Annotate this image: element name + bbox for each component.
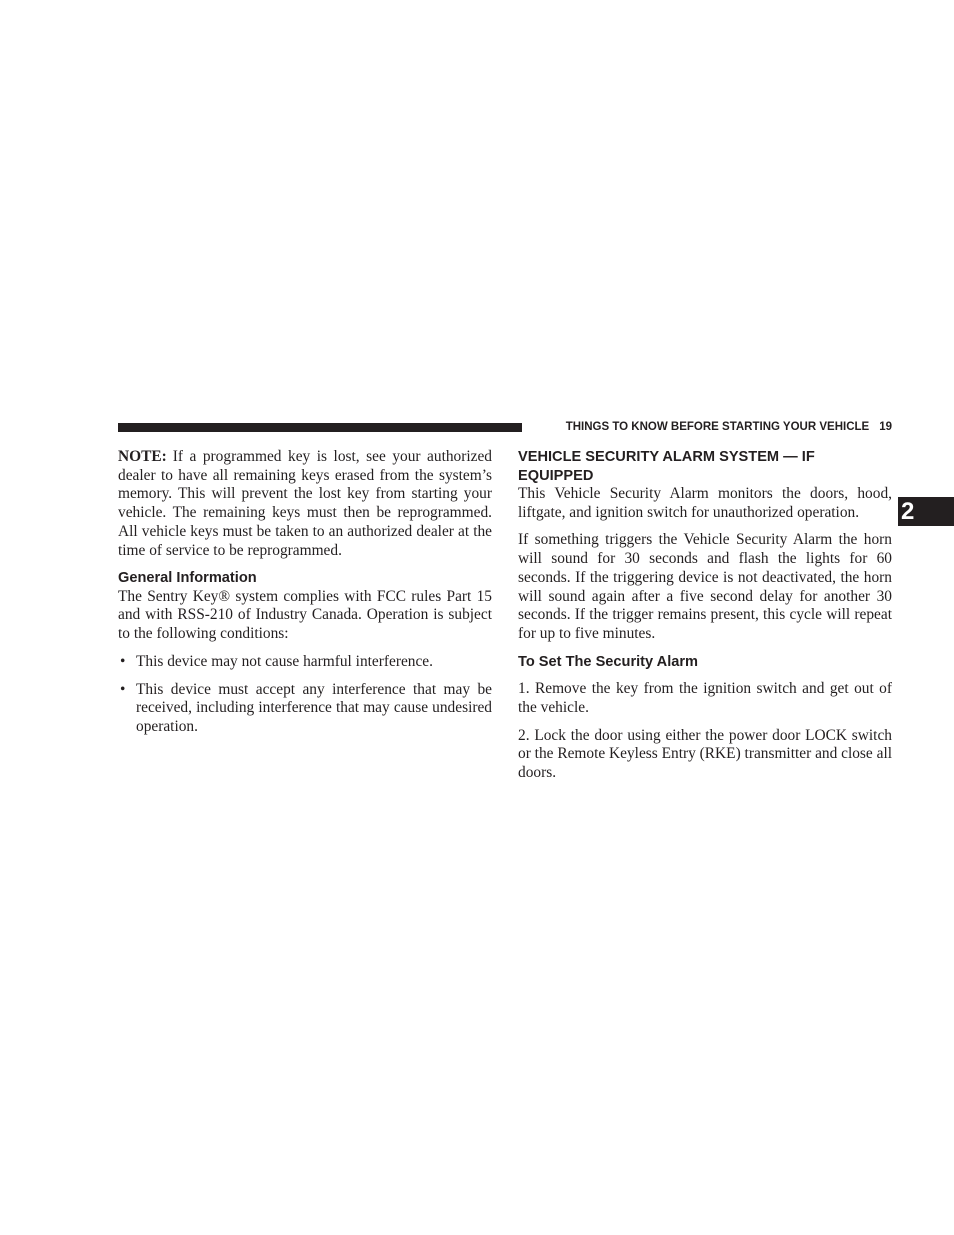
- chapter-tab: [898, 497, 954, 526]
- general-info-heading: General Information: [118, 570, 257, 587]
- note-paragraph: [118, 448, 492, 560]
- step-1: 1. Remove the key from the ignition switch and get out of the vehicle.: [518, 680, 892, 716]
- right-column: [518, 448, 892, 783]
- list-item: [118, 653, 492, 672]
- list-item-text: This device must accept any interference that may be received, including interference that may cause undesired operation.: [136, 680, 492, 735]
- left-column: [118, 448, 492, 746]
- section-title: THINGS TO KNOW BEFORE STARTING YOUR VEHICLE: [565, 421, 870, 433]
- bullet-icon: •: [120, 680, 126, 698]
- bullet-icon: •: [120, 652, 126, 670]
- general-info-text: The Sentry Key® system complies with FCC rules Part 15 and with RSS-210 of Industry Canada. Operation is subject to the following conditions:: [118, 587, 492, 643]
- alarm-intro: This Vehicle Security Alarm monitors the doors, hood, liftgate, and ignition switch for unauthorized operation.: [518, 485, 892, 521]
- conditions-list: [118, 653, 492, 737]
- header-rule: [118, 423, 522, 432]
- note-text: If a programmed key is lost, see your authorized dealer to have all remaining keys erased from the system’s memory. This will prevent the lost key from starting your vehicle. The remaining keys must then be reprogrammed. All vehicle keys must be taken to an authorized dealer at the time of service to be reprogrammed.: [118, 448, 492, 559]
- list-item-text: This device may not cause harmful interference.: [136, 652, 433, 670]
- step-2: 2. Lock the door using either the power door LOCK switch or the Remote Keyless Entry (RKE) transmitter and close all doors.: [518, 726, 892, 781]
- alarm-heading: VEHICLE SECURITY ALARM SYSTEM — IF EQUIPPED: [518, 449, 815, 484]
- page-number: 19: [879, 421, 892, 433]
- chapter-number: 2: [901, 498, 915, 525]
- running-header: [533, 420, 892, 435]
- list-item: [118, 681, 492, 737]
- alarm-trigger: If something triggers the Vehicle Security Alarm the horn will sound for 30 seconds and flash the lights for 60 seconds. If the triggering device is not deactivated, the horn will sound again after a five second delay for another 30 seconds. If the trigger remains present, this cycle will repeat for up to five minutes.: [518, 531, 892, 642]
- note-label: NOTE:: [118, 448, 167, 465]
- set-alarm-heading: To Set The Security Alarm: [518, 653, 699, 670]
